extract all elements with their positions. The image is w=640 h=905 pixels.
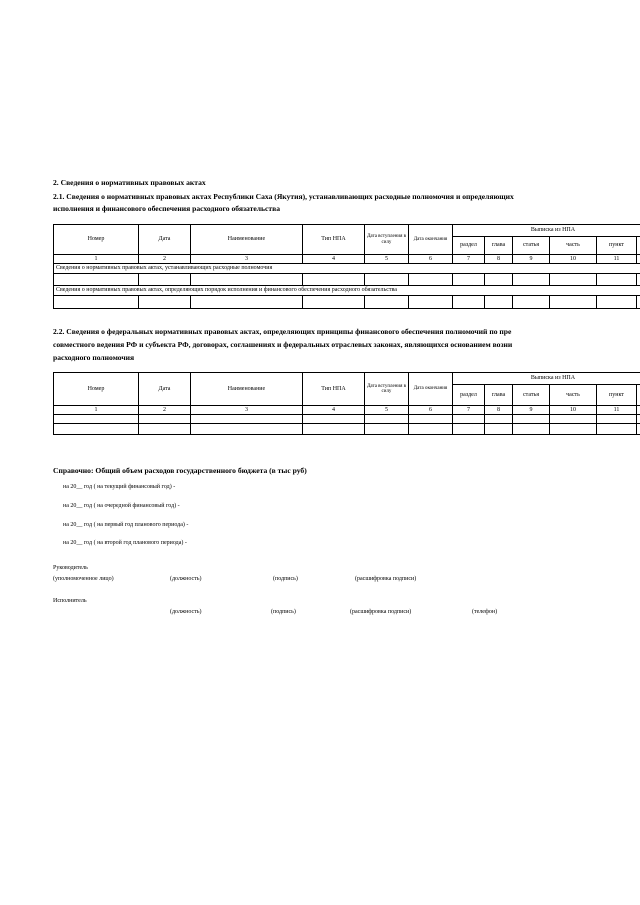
header-type: Тип НПА	[303, 225, 365, 255]
header-number: Номер	[54, 373, 139, 406]
col-num: 6	[409, 255, 453, 264]
table-row	[54, 415, 640, 424]
col-num: 8	[485, 255, 513, 264]
header-extra	[637, 385, 640, 406]
col-num: 3	[191, 406, 303, 415]
header-chapter: глава	[485, 237, 513, 255]
col-num: 1	[54, 406, 139, 415]
col-num: 5	[365, 255, 409, 264]
reference-plan-year-2: на 20__ год ( на второй год планового периода) -	[63, 540, 187, 546]
executor-position-caption: (должность)	[170, 609, 202, 615]
header-type: Тип НПА	[303, 373, 365, 406]
col-num: 9	[513, 406, 550, 415]
col-num: 5	[365, 406, 409, 415]
head-decoding-caption: (расшифровка подписи)	[355, 576, 417, 582]
row-procedure-header: Сведения о нормативных правовых актах, определяющих порядок исполнения и финансового обеспечения расходного обязательства	[54, 286, 640, 296]
executor-decoding-caption: (расшифровка подписи)	[350, 609, 412, 615]
col-num: 4	[303, 255, 365, 264]
header-section: раздел	[453, 385, 485, 406]
col-num: 7	[453, 406, 485, 415]
executor-phone-caption: (телефон)	[472, 609, 498, 615]
header-name: Наименование	[191, 225, 303, 255]
column-number-row	[54, 255, 640, 264]
section-2-2-title: 2.2. Сведения о федеральных нормативных правовых актах, определяющих принципы финансового обеспечения полномочий по пре	[53, 327, 512, 336]
header-date: Дата	[139, 373, 191, 406]
header-name: Наименование	[191, 373, 303, 406]
header-article: статья	[513, 237, 550, 255]
header-article: статья	[513, 385, 550, 406]
header-point: пункт	[597, 237, 637, 255]
reference-current-year: на 20__ год ( на текущий финансовый год) -	[63, 484, 176, 490]
section-2-1-title: 2.1. Сведения о нормативных правовых актах Республики Саха (Якутия), устанавливающих расходные полномочия и определяющих	[53, 192, 514, 201]
col-num: 1	[54, 255, 139, 264]
col-num: 10	[550, 255, 597, 264]
table-row	[54, 296, 640, 309]
col-num: 9	[513, 255, 550, 264]
column-number-row	[54, 406, 640, 415]
section-2-2-title-cont: совместного ведения РФ и субъекта РФ, договорах, соглашениях и федеральных отраслевых законах, являющихся основанием возни	[53, 340, 513, 349]
col-num: 11	[597, 255, 637, 264]
head-authorized-caption: (уполномоченное лицо)	[53, 576, 114, 582]
header-part: часть	[550, 237, 597, 255]
header-number: Номер	[54, 225, 139, 255]
col-num: 2	[139, 406, 191, 415]
col-num: 10	[550, 406, 597, 415]
header-part: часть	[550, 385, 597, 406]
table-row	[54, 274, 640, 286]
head-signature-caption: (подпись)	[273, 576, 298, 582]
reference-next-year: на 20__ год ( на очередной финансовый год) -	[63, 503, 180, 509]
npa-table-federal	[53, 372, 640, 435]
header-section: раздел	[453, 237, 485, 255]
col-num: 8	[485, 406, 513, 415]
header-end-date: Дата окончания	[409, 225, 453, 255]
section-2-1-title-cont: исполнения и финансового обеспечения расходного обязательства	[53, 204, 280, 213]
header-entry-date: Дата вступления в силу	[365, 225, 409, 255]
header-extract: Выписка из НПА	[453, 225, 640, 237]
col-num: 11	[597, 406, 637, 415]
table-row	[54, 424, 640, 435]
section-2-2-title-cont2: расходного полномочия	[53, 353, 135, 362]
reference-plan-year-1: на 20__ год ( на первый год планового периода) -	[63, 522, 189, 528]
col-num: 6	[409, 406, 453, 415]
row-powers-header: Сведения о нормативных правовых актах, устанавливающих расходные полномочия	[54, 264, 640, 274]
header-point: пункт	[597, 385, 637, 406]
executor-label: Исполнитель	[53, 598, 87, 604]
header-end-date: Дата окончания	[409, 373, 453, 406]
reference-title: Справочно: Общий объем расходов государственного бюджета (в тыс руб)	[53, 466, 307, 475]
executor-signature-caption: (подпись)	[271, 609, 296, 615]
col-num: 4	[303, 406, 365, 415]
header-date: Дата	[139, 225, 191, 255]
header-extract: Выписка из НПА	[453, 373, 640, 385]
col-num: 7	[453, 255, 485, 264]
head-position-caption: (должность)	[170, 576, 202, 582]
header-extra	[637, 237, 640, 255]
head-label: Руководитель	[53, 565, 88, 571]
col-num: 2	[139, 255, 191, 264]
section-2-title: 2. Сведения о нормативных правовых актах	[53, 178, 206, 187]
header-entry-date: Дата вступления в силу	[365, 373, 409, 406]
col-num: 3	[191, 255, 303, 264]
npa-table-regional	[53, 224, 640, 309]
header-chapter: глава	[485, 385, 513, 406]
